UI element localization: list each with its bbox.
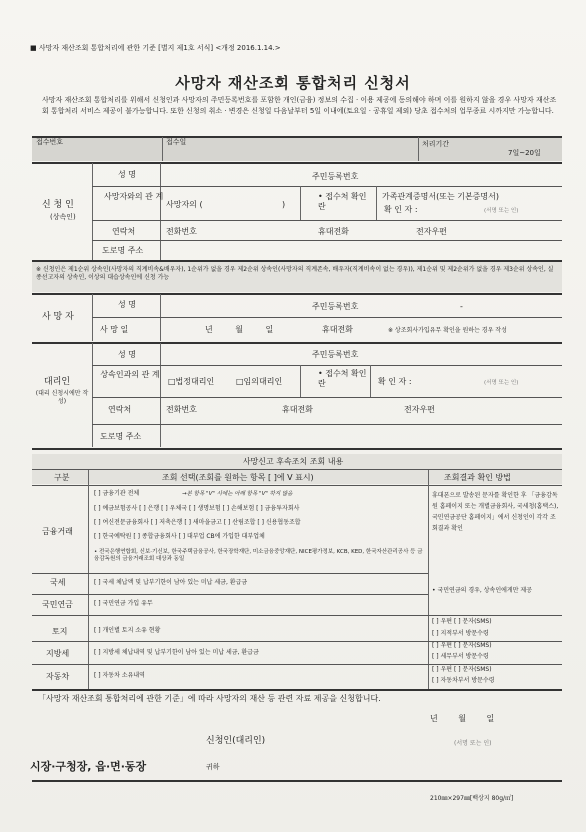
row-land-result2[interactable]: [ ] 지적부서 방문수령	[432, 630, 489, 637]
agent-arbitrary-checkbox[interactable]: □임의대리인	[236, 377, 283, 386]
applicant-address-label: 도로명 주소	[102, 246, 144, 255]
applicant-rrn-label: 주민등록번호	[312, 172, 359, 181]
applicant-received-check: • 접수처 확인란	[318, 192, 367, 211]
deceased-mobile-label: 휴대전화	[322, 325, 353, 334]
row-finance-line3[interactable]: [ ] 여신전문금융회사 [ ] 저축은행 [ ] 새마을금고 [ ] 산림조합 [ ] 신용협동조합	[94, 519, 301, 526]
row-tax-category: 국세	[50, 578, 66, 587]
agent-checker: 확 인 자 :	[378, 377, 412, 386]
applicant-contact-label: 연락처	[112, 227, 136, 236]
row-localtax-category: 지방세	[46, 649, 70, 658]
request-date: 년 월 일	[430, 714, 495, 723]
row-car-result2[interactable]: [ ] 자동차부서 방문수령	[432, 677, 495, 684]
request-statement: 「사망자 재산조회 통합처리에 관한 기준」에 따라 사망자의 재산 등 관련 자료 제공을 신청합니다.	[38, 694, 381, 703]
row-pension-result: • 국민연금의 경우, 상속인에게만 제공	[432, 587, 533, 594]
form-header-note: ■ 사망자 재산조회 통합처리에 관한 기준 [별지 제1호 서식] <개정 2016.1.14.>	[30, 44, 281, 52]
processing-period-value: 7일~20일	[508, 149, 541, 157]
receipt-number-label: 접수번호	[36, 138, 64, 146]
applicant-notice: ※ 신청인은 제1순위 상속인(사망자의 직계비속&배우자), 1순위가 없을 경우 제2순위 상속인(사망자의 직계존속, 배우자(직계비속이 없는 경우)), 제1순위 및 제2순위가 없을 경우 제3순위 상속인, 실종선고자의 상속인, 이상의 대습상속인에 신청 가능	[36, 266, 554, 281]
applicant-family-cert: 가족관계증명서(또는 기본증명서)	[382, 192, 499, 201]
deceased-rrn-dash: -	[460, 302, 463, 311]
row-car-result1[interactable]: [ ] 우편 [ ] 문자(SMS)	[432, 666, 492, 673]
deceased-section-label: 사 망 자	[42, 312, 74, 322]
processing-period-label: 처리기간	[422, 140, 450, 148]
deceased-rrn-label: 주민등록번호	[312, 302, 359, 311]
agent-received-check: • 접수처 확인란	[318, 369, 367, 388]
row-car-item[interactable]: [ ] 자동차 소유내역	[94, 672, 145, 679]
recipient-title: 시장·구청장, 읍·면·동장	[30, 760, 147, 773]
applicant-section-label: 신 청 인	[42, 200, 74, 210]
receipt-date-label: 접수일	[166, 138, 187, 146]
agent-email-label: 전자우편	[404, 405, 435, 414]
row-pension-item[interactable]: [ ] 국민연금 가입 유무	[94, 600, 153, 607]
applicant-mobile-label: 휴대전화	[318, 227, 349, 236]
deceased-date-label: 사 망 일	[100, 325, 129, 334]
row-localtax-result2[interactable]: [ ] 세무부서 방문수령	[432, 653, 489, 660]
page-title: 사망자 재산조회 통합처리 신청서	[175, 74, 411, 92]
inquiry-col-select: 조회 선택(조회를 원하는 항목 [ ]에 V 표시)	[162, 473, 314, 482]
intro-paragraph: 사망자 재산조회 통합처리를 위해서 신청인과 사망자의 주민등록번호를 포함한 개인(금융) 정보의 수집 · 이용 제공에 동의해야 하며 이를 원하지 않을 경우 사망자 재산조회 통합처리 서비스 제공이 불가능합니다. 또한 신청의 취소 · 변경은 신청일 다음날부터 5일 이내에(토요일 · 공휴일 제외) 당초 접수처의 업무종료 시까지만 가능합니다.	[42, 96, 557, 115]
applicant-checker: 확 인 자 :	[384, 205, 418, 214]
applicant-name-field[interactable]	[165, 165, 305, 183]
agent-sign-note: (서명 또는 인)	[484, 380, 519, 386]
agent-relation-label: 상속인과의 관 계	[100, 370, 160, 379]
deceased-date-value: 년 월 일	[205, 325, 274, 334]
row-localtax-result1[interactable]: [ ] 우편 [ ] 문자(SMS)	[432, 642, 492, 649]
deceased-mobile-note: ※ 상조회사가입유무 확인을 원하는 경우 작성	[388, 327, 507, 334]
agent-legal-checkbox[interactable]: □법정대리인	[168, 377, 215, 386]
applicant-email-label: 전자우편	[416, 227, 447, 236]
applicant-relation-close: )	[282, 200, 286, 209]
row-pension-category: 국민연금	[42, 600, 73, 609]
paper-size-note: 210㎜×297㎜[백상지 80g/㎡]	[430, 795, 514, 802]
agent-contact-label: 연락처	[108, 405, 132, 414]
agent-mobile-label: 휴대전화	[282, 405, 313, 414]
applicant-phone-label: 전화번호	[166, 227, 197, 236]
inquiry-col-category: 구분	[54, 473, 70, 482]
row-land-result1[interactable]: [ ] 우편 [ ] 문자(SMS)	[432, 618, 492, 625]
agent-address-label: 도로명 주소	[100, 432, 142, 441]
applicant-relation-label: 사망자와의 관 계	[104, 192, 164, 201]
applicant-sign-note: (서명 또는 인)	[484, 208, 519, 214]
applicant-address-field[interactable]	[165, 242, 560, 258]
inquiry-title: 사망신고 후속조치 조회 내용	[242, 457, 344, 466]
row-finance-category: 금융거래	[42, 527, 73, 536]
deceased-name-label: 성 명	[118, 300, 136, 309]
row-land-item[interactable]: [ ] 개인별 토지 소유 현황	[94, 627, 161, 634]
recipient-suffix: 귀하	[206, 763, 220, 771]
agent-section-sub: (대리 신청시에만 작성)	[35, 390, 89, 405]
applicant-signature-note: (서명 또는 인)	[454, 740, 492, 747]
applicant-rrn-field[interactable]	[380, 165, 560, 183]
row-finance-note-arrow: →본 항목 "V" 시에는 아래 항목 "V" 하지 않음	[182, 491, 293, 497]
deceased-name-field[interactable]	[165, 296, 305, 314]
row-car-category: 자동차	[46, 672, 70, 681]
row-tax-item[interactable]: [ ] 국세 체납액 및 납부기한이 남아 있는 미납 세금, 환급금	[94, 579, 248, 586]
applicant-signature-label: 신청인(대리인)	[206, 736, 266, 746]
agent-phone-label: 전화번호	[166, 405, 197, 414]
row-finance-line4[interactable]: [ ] 한국예탁원 [ ] 종합금융회사 [ ] 대부업 CB에 가입한 대부업체	[94, 533, 265, 540]
applicant-name-label: 성 명	[118, 170, 136, 179]
applicant-section-sub: (상속인)	[50, 213, 76, 221]
row-finance-all[interactable]: [ ] 금융기관 전체	[94, 490, 140, 497]
agent-section-label: 대리인	[44, 377, 71, 387]
row-finance-note: • 전국은행연합회, 신보·기신보, 한국주택금융공사, 한국장학재단, 미소금융중앙재단, NICE평가정보, KCB, KED, 한국자산관리공사 등 금융감독원의 금융거래조회 대상과 동일	[94, 549, 423, 562]
agent-name-label: 성 명	[118, 350, 136, 359]
row-land-category: 토지	[52, 627, 68, 636]
row-finance-result: 휴대폰으로 발송된 문자를 확인한 후 「금융감독원 홈페이지 또는 개별금융회사, 국세청(홈택스), 국민연금공단 홈페이지」에서 신청인이 각각 조회결과 확인	[432, 492, 559, 532]
row-finance-line2[interactable]: [ ] 예금보험공사 [ ] 은행 [ ] 우체국 [ ] 생명보험 [ ] 손해보험 [ ] 금융투자회사	[94, 505, 300, 512]
agent-rrn-label: 주민등록번호	[312, 350, 359, 359]
applicant-relation-value: 사망자의 (	[166, 200, 203, 209]
row-localtax-item[interactable]: [ ] 지방세 체납내역 및 납부기한이 남아 있는 미납 세금, 환급금	[94, 649, 259, 656]
agent-address-field[interactable]	[165, 426, 560, 444]
receipt-bar	[32, 137, 562, 161]
inquiry-col-result: 조회결과 확인 방법	[444, 473, 511, 482]
